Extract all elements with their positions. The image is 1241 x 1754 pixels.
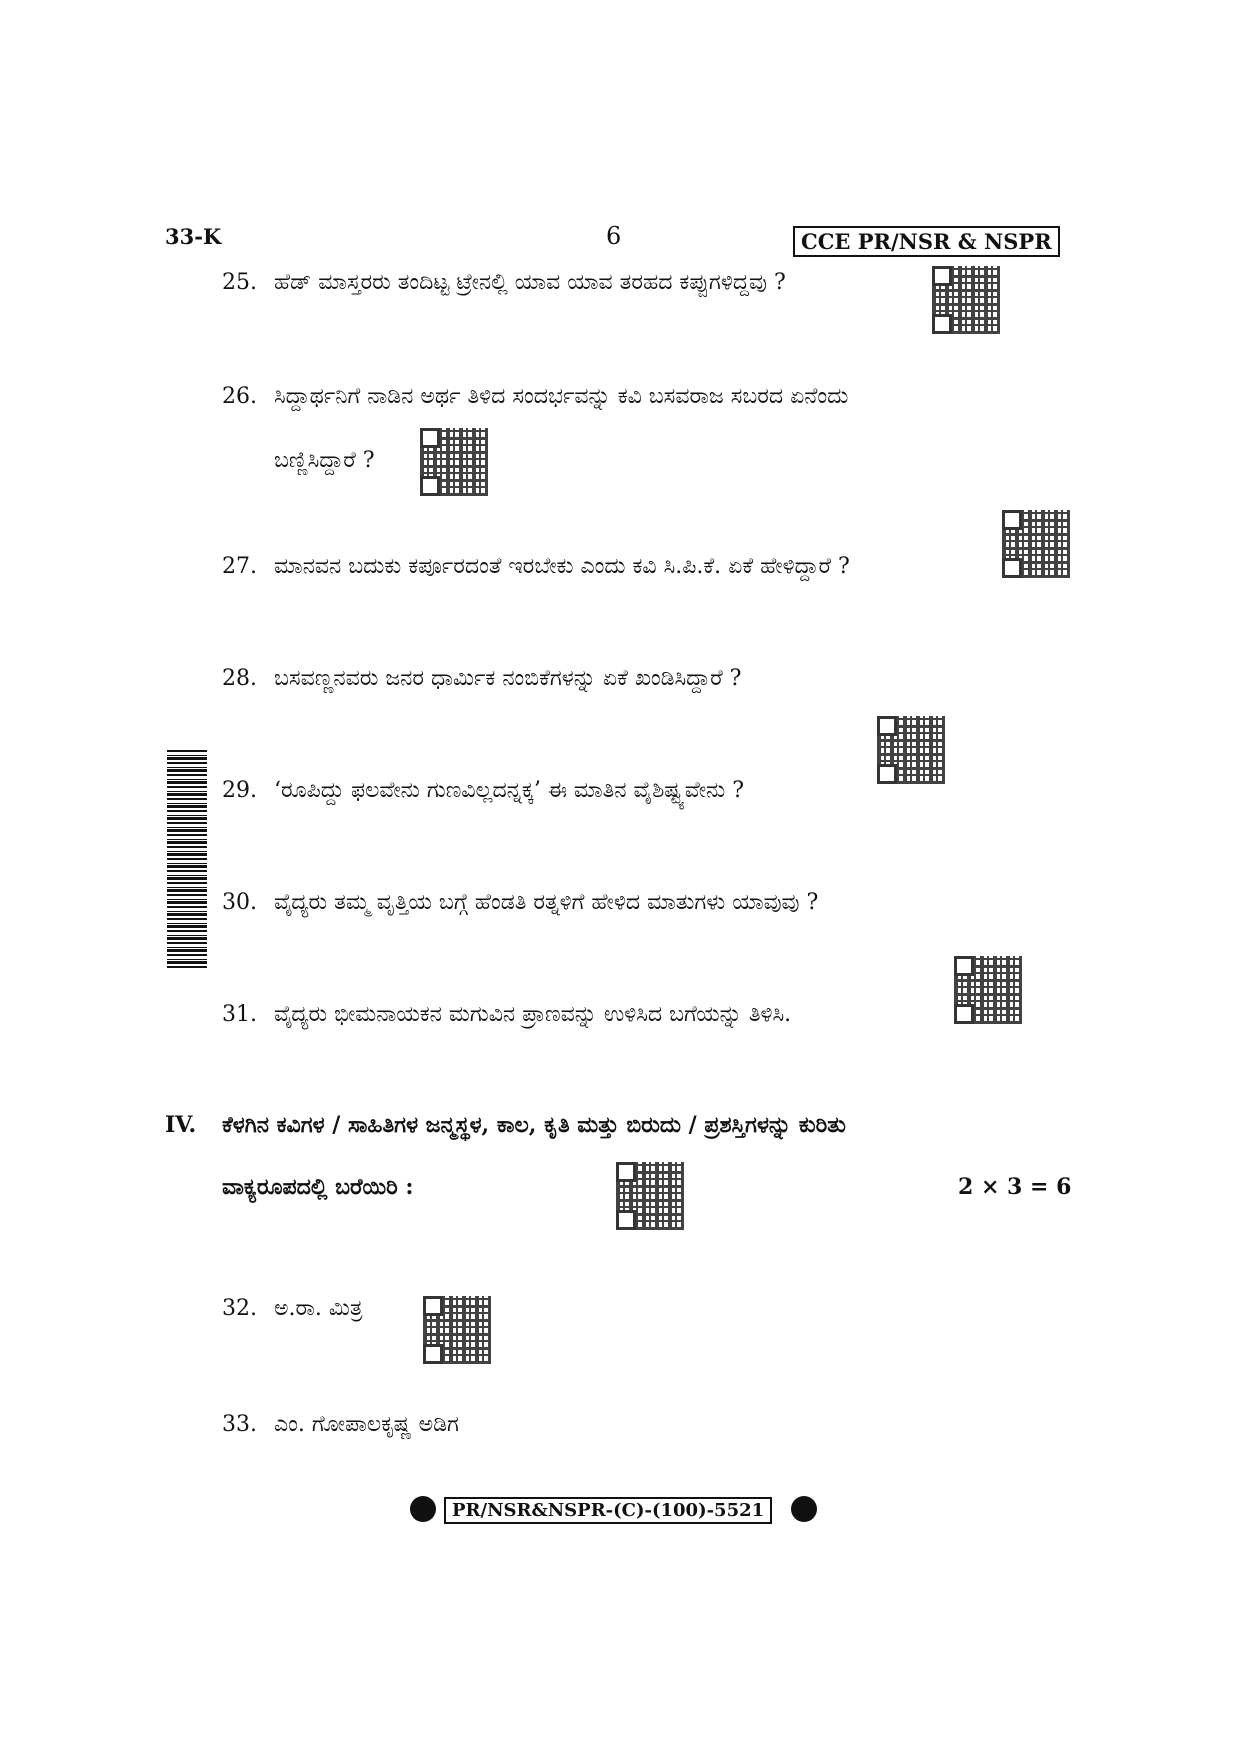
question-number: 31. [222, 1002, 257, 1027]
qr-code [954, 956, 1022, 1024]
question-number: 25. [222, 270, 257, 295]
question-text: ‘ರೂಪಿದ್ದು ಫಲವೇನು ಗುಣವಿಲ್ಲದನ್ನಕ್ಕ’ ಈ ಮಾತಿನ ವೈಶಿಷ್ಟ್ಯವೇನು ? [274, 778, 745, 803]
question-31 [222, 1000, 791, 1030]
question-text: ಬಸವಣ್ಣನವರು ಜನರ ಧಾರ್ಮಿಕ ನಂಬಿಕೆಗಳನ್ನು ಏಕೆ ಖಂಡಿಸಿದ್ದಾರೆ ? [274, 666, 742, 691]
qr-code [1002, 510, 1070, 578]
question-number: 26. [222, 384, 257, 409]
qr-code [616, 1162, 684, 1230]
question-text: ಹೆಡ್ ಮಾಸ್ತರರು ತಂದಿಟ್ಟ ಟ್ರೇನಲ್ಲಿ ಯಾವ ಯಾವ ತರಹದ ಕಪ್ಪುಗಳಿದ್ದವು ? [274, 270, 786, 295]
question-25 [222, 268, 786, 298]
qr-code [423, 1296, 491, 1364]
section-label: IV. [165, 1112, 197, 1138]
section-instruction-continuation: ವಾಕ್ಯರೂಪದಲ್ಲಿ ಬರೆಯಿರಿ : [222, 1174, 414, 1200]
question-30 [222, 888, 818, 918]
registration-mark [410, 1496, 436, 1522]
question-number: 32. [222, 1296, 257, 1321]
question-text: ಸಿದ್ದಾರ್ಥನಿಗೆ ನಾಡಿನ ಅರ್ಥ ತಿಳಿದ ಸಂದರ್ಭವನ್ನು ಕವಿ ಬಸವರಾಜ ಸಬರದ ಏನೆಂದು [274, 384, 849, 409]
barcode [167, 748, 207, 968]
page-number: 6 [606, 222, 622, 250]
question-number: 28. [222, 666, 257, 691]
question-number: 27. [222, 554, 257, 579]
question-29 [222, 776, 744, 806]
question-text: ಎಂ. ಗೋಪಾಲಕೃಷ್ಣ ಅಡಿಗ [274, 1412, 459, 1437]
question-text: ಅ.ರಾ. ಮಿತ್ರ [274, 1296, 363, 1321]
question-32 [222, 1294, 363, 1324]
qr-code [932, 266, 1000, 334]
question-number: 33. [222, 1412, 257, 1437]
paper-code: 33-K [165, 224, 222, 249]
question-26-continuation: ಬಣ್ಣಿಸಿದ್ದಾರೆ ? [274, 448, 375, 473]
question-text: ವೈದ್ಯರು ಭೀಮನಾಯಕನ ಮಗುವಿನ ಪ್ರಾಣವನ್ನು ಉಳಿಸಿದ ಬಗೆಯನ್ನು ತಿಳಿಸಿ. [274, 1002, 792, 1027]
footer-code: PR/NSR&NSPR-(C)-(100)-5521 [444, 1497, 772, 1524]
question-26 [222, 382, 848, 412]
question-number: 30. [222, 890, 257, 915]
question-number: 29. [222, 778, 257, 803]
marks-allocation: 2 × 3 = 6 [958, 1174, 1072, 1200]
qr-code [877, 716, 945, 784]
question-33 [222, 1410, 459, 1440]
qr-code [420, 428, 488, 496]
registration-mark [791, 1496, 817, 1522]
question-text: ವೈದ್ಯರು ತಮ್ಮ ವೃತ್ತಿಯ ಬಗ್ಗೆ ಹೆಂಡತಿ ರತ್ನಳಿಗೆ ಹೇಳಿದ ಮಾತುಗಳು ಯಾವುವು ? [274, 890, 819, 915]
question-text: ಮಾನವನ ಬದುಕು ಕರ್ಪೂರದಂತೆ ಇರಬೇಕು ಎಂದು ಕವಿ ಸಿ.ಪಿ.ಕೆ. ಏಕೆ ಹೇಳಿದ್ದಾರೆ ? [274, 554, 850, 579]
question-27 [222, 552, 850, 582]
section-instruction: ಕೆಳಗಿನ ಕವಿಗಳ / ಸಾಹಿತಿಗಳ ಜನ್ಮಸ್ಥಳ, ಕಾಲ, ಕೃತಿ ಮತ್ತು ಬಿರುದು / ಪ್ರಶಸ್ತಿಗಳನ್ನು ಕುರಿತು [222, 1112, 846, 1138]
question-28 [222, 664, 741, 694]
exam-code-box: CCE PR/NSR & NSPR [793, 226, 1060, 257]
